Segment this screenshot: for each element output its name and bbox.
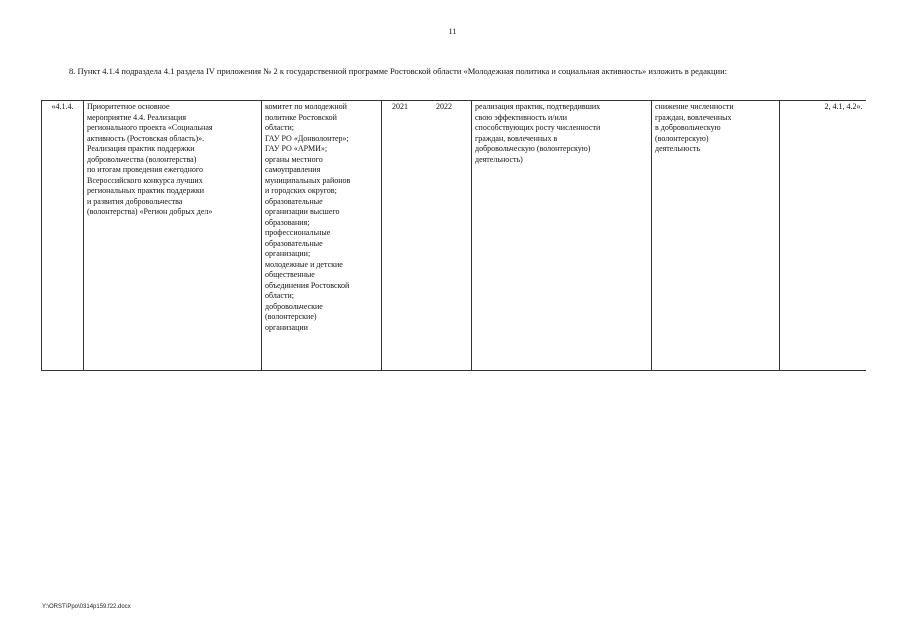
consequence-line: деятельность	[655, 144, 701, 153]
expected-result-line: добровольческую (волонтерскую)	[475, 144, 591, 153]
executor-line: (волонтерские)	[265, 312, 317, 321]
expected-result-line: способствующих росту численности	[475, 123, 601, 132]
executor-line: и городских округов;	[265, 186, 337, 195]
table-row	[42, 101, 866, 371]
period-cell	[382, 101, 472, 371]
measure-name-line: региональных практик поддержки	[87, 186, 205, 195]
executor-line: добровольческие	[265, 301, 323, 311]
indicator-links: 2, 4.1, 4.2».	[824, 102, 863, 111]
executor-line: комитет по молодежной	[265, 102, 347, 111]
executor-line: образования;	[265, 217, 310, 227]
executor-line: ГАУ РО «Донволонтер»;	[265, 133, 349, 143]
executor-line: муниципальных районов	[265, 175, 351, 185]
consequence-cell	[652, 101, 780, 371]
measure-name-line: активность (Ростовская область)».	[87, 133, 205, 143]
program-measures-table	[41, 100, 866, 371]
executor-line: политике Ростовской	[265, 112, 337, 122]
expected-result-cell	[472, 101, 652, 371]
row-number-cell	[42, 101, 84, 371]
measure-name-line: (волонтерства) «Регион добрых дел»	[87, 207, 213, 216]
consequence-line: граждан, вовлеченных	[655, 112, 732, 122]
executor-line: области;	[265, 291, 294, 300]
consequence-line: (волонтерскую)	[655, 133, 709, 143]
executor-line: области;	[265, 123, 294, 132]
expected-result-line: реализация практик, подтвердивших	[475, 102, 601, 111]
executor-line: профессиональные	[265, 228, 331, 237]
consequence-line: снижение численности	[655, 102, 734, 111]
executor-line: объединения Ростовской	[265, 280, 350, 290]
executor-line: молодежные и детские	[265, 259, 343, 269]
executor-line: самоуправления	[265, 165, 321, 174]
executor-line: организации высшего	[265, 207, 340, 216]
file-path-footer: Y:\ORST\Ppo\0314p159.f22.docx	[42, 604, 131, 610]
measure-name-cell	[84, 101, 262, 371]
page-number: 11	[448, 27, 457, 36]
expected-result-line: граждан, вовлеченных в	[475, 133, 558, 143]
executor-line: общественные	[265, 270, 315, 279]
consequence-line: в добровольческую	[655, 123, 721, 132]
executor-line: организации;	[265, 249, 311, 258]
executor-line: ГАУ РО «АРМИ»;	[265, 144, 328, 153]
measure-name-line: регионального проекта «Социальная	[87, 123, 213, 132]
executor-line: образовательные	[265, 196, 323, 206]
row-number: «4.1.4.	[51, 102, 74, 111]
measure-name-line: добровольчества (волонтерства)	[87, 154, 197, 164]
executor-line: органы местного	[265, 154, 323, 164]
executor-cell	[262, 101, 382, 371]
measure-name-line: Приоритетное основное	[87, 102, 170, 111]
year-start: 2021	[392, 102, 408, 111]
measure-name-line: мероприятие 4.4. Реализация	[87, 112, 187, 122]
expected-result-line: свою эффективность и/или	[475, 112, 568, 122]
year-end: 2022	[436, 102, 452, 111]
executor-line: организации	[265, 322, 308, 332]
intro-paragraph: 8. Пункт 4.1.4 подраздела 4.1 раздела IV приложения № 2 к государственной программе Ростовской области «Молодежная политика и социальная активность» изложить в редакции:	[69, 66, 727, 76]
indicator-links-cell	[780, 101, 866, 371]
measure-name-line: и развития добровольчества	[87, 196, 183, 206]
executor-line: образовательные	[265, 238, 323, 248]
measure-name-line: по итогам проведения ежегодного	[87, 165, 203, 174]
measure-name-line: Реализация практик поддержки	[87, 144, 195, 153]
measure-name-line: Всероссийского конкурса лучших	[87, 175, 203, 185]
expected-result-line: деятельность)	[475, 154, 523, 164]
